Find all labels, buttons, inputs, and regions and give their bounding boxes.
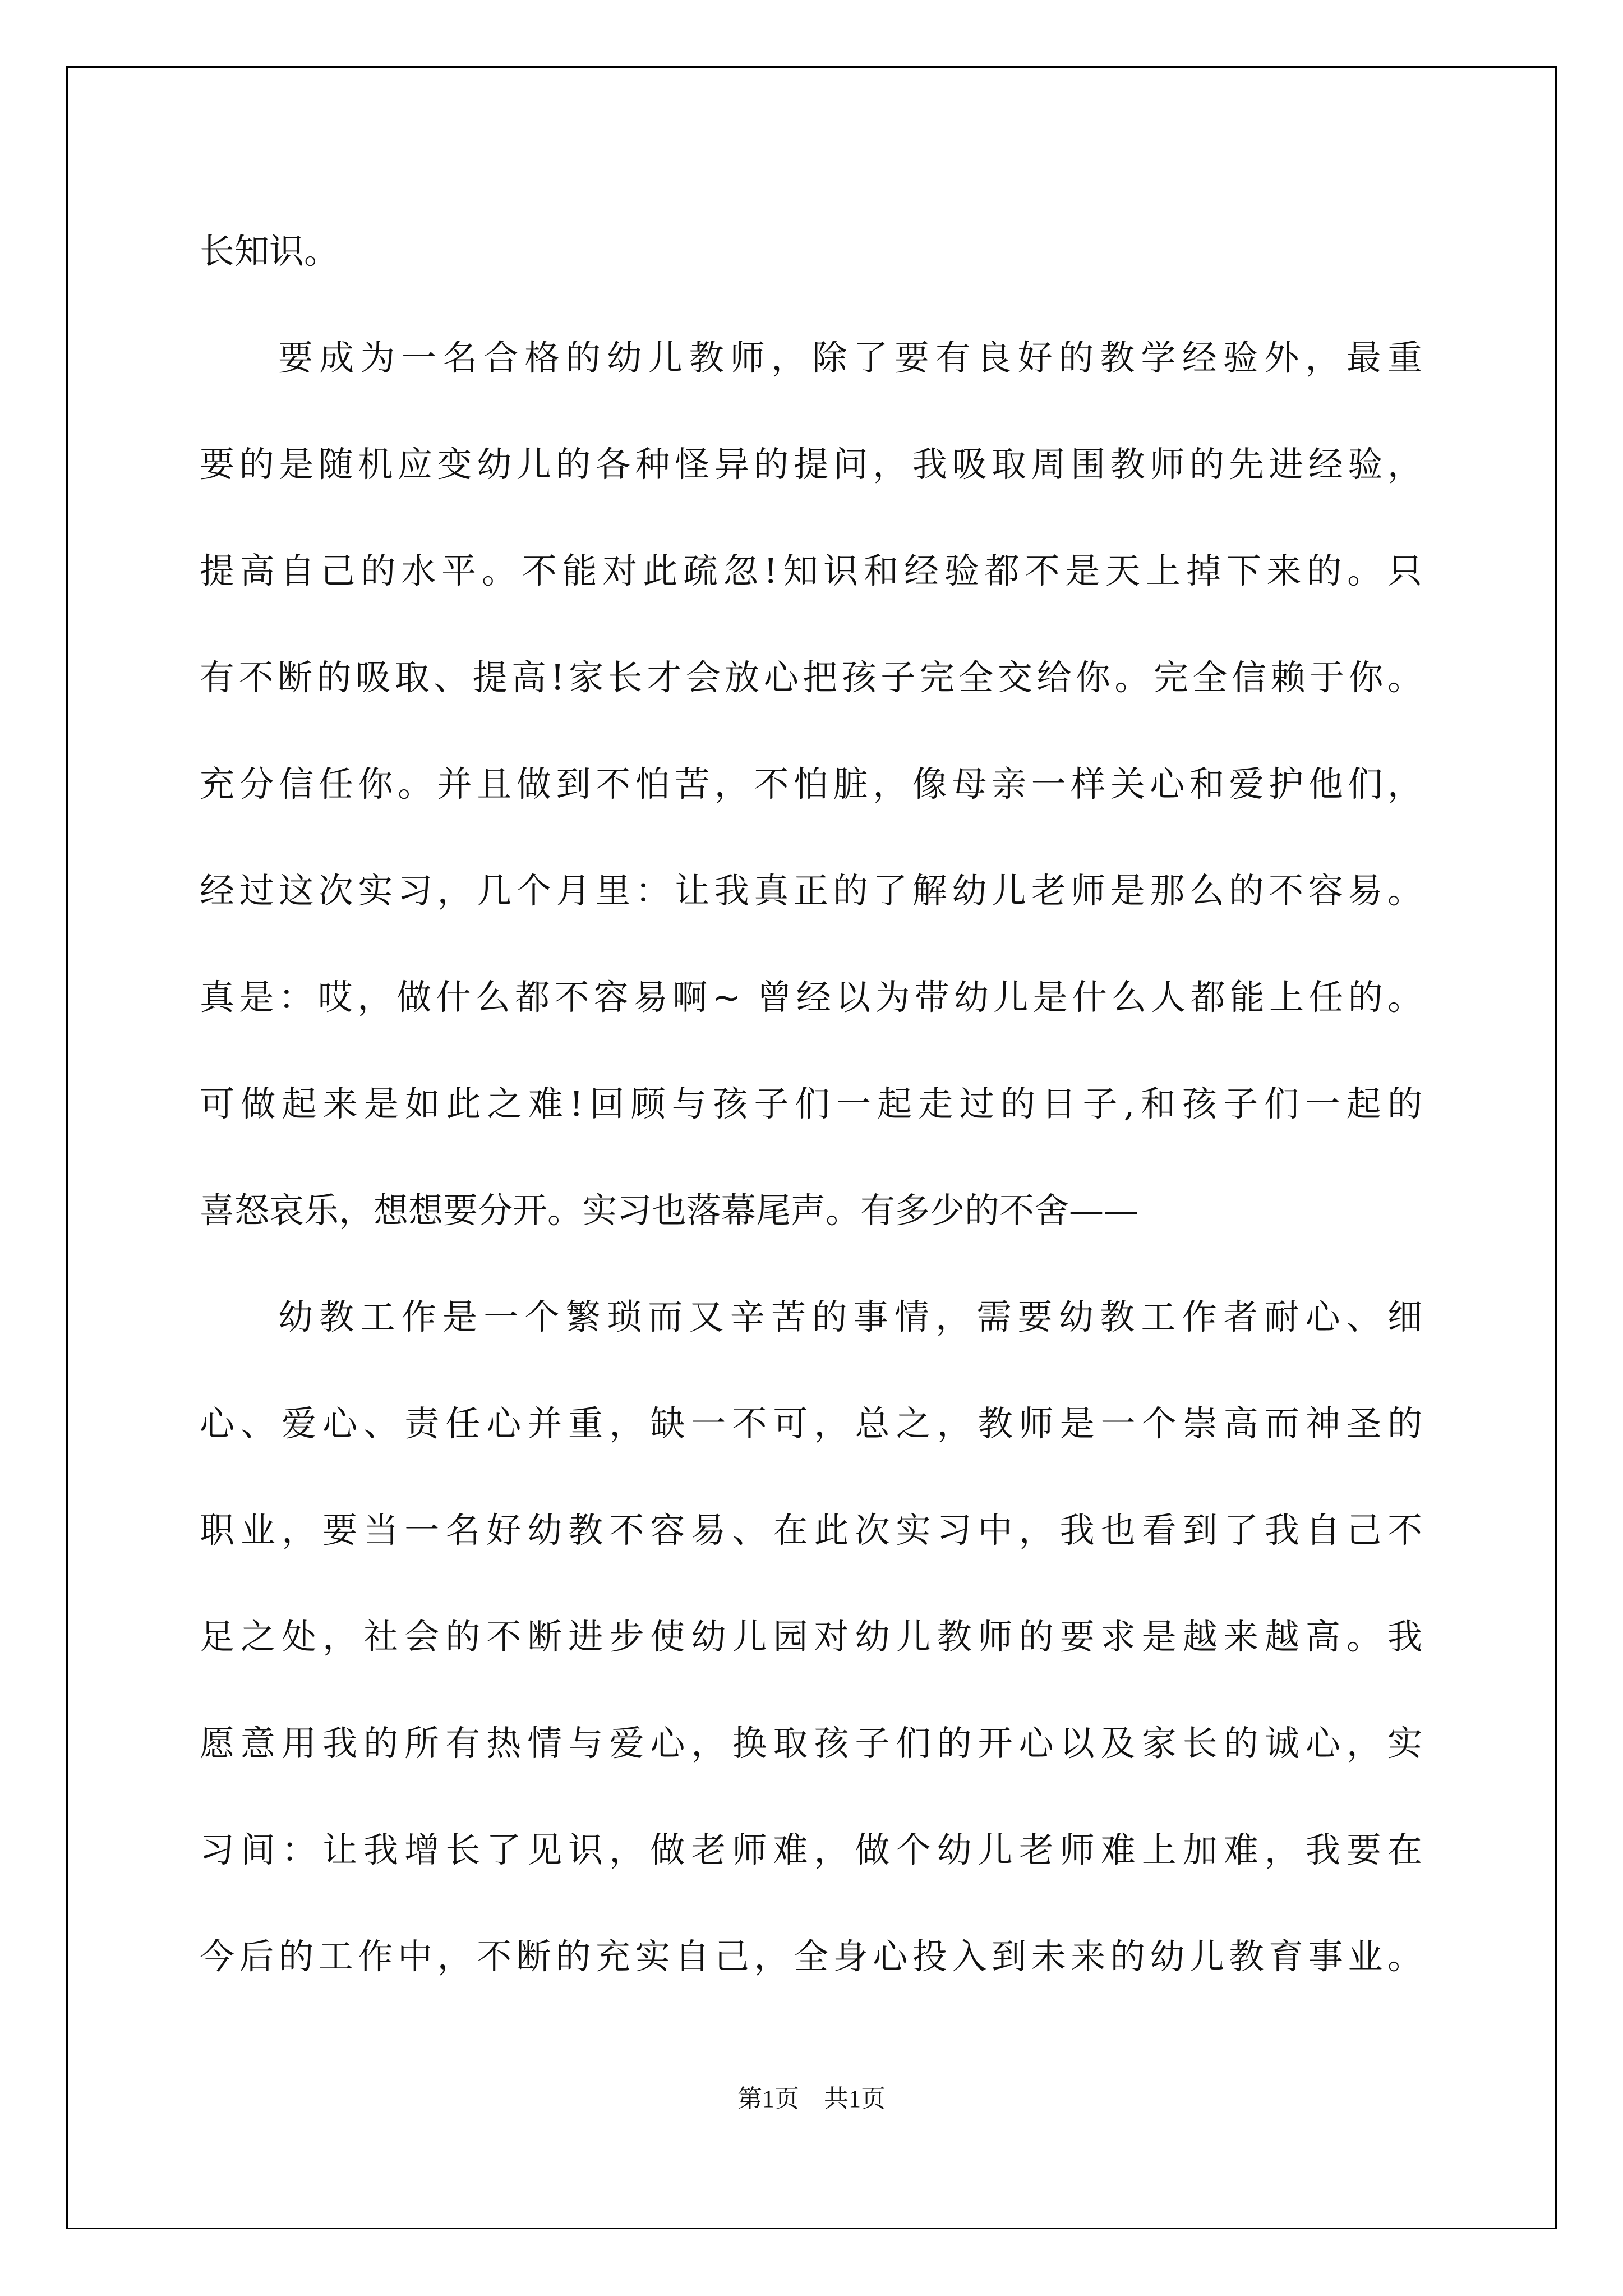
paragraph-2-line-7: 真是：哎，做什么都不容易啊~ 曾经以为带幼儿是什么人都能上任的。 — [200, 977, 1422, 1018]
paragraph-2-line-9: 喜怒哀乐，想想要分开。实习也落幕尾声。有多少的不舍—— — [200, 1190, 1139, 1231]
paragraph-2-line-6: 经过这次实习，几个月里：让我真正的了解幼儿老师是那么的不容易。 — [200, 870, 1422, 911]
paragraph-2-line-4: 有不断的吸取、提高!家长才会放心把孩子完全交给你。完全信赖于你。 — [200, 657, 1422, 698]
paragraph-3-line-4: 足之处，社会的不断进步使幼儿园对幼儿教师的要求是越来越高。我 — [200, 1616, 1422, 1657]
text-line-1: 长知识。 — [200, 231, 339, 272]
paragraph-3-line-6: 习间：让我增长了见识，做老师难，做个幼儿老师难上加难，我要在 — [200, 1829, 1422, 1870]
paragraph-2-line-3: 提高自己的水平。不能对此疏忽!知识和经验都不是天上掉下来的。只 — [200, 550, 1422, 591]
paragraph-2-line-8: 可做起来是如此之难!回顾与孩子们一起走过的日子,和孩子们一起的 — [200, 1083, 1422, 1124]
paragraph-3-line-1: 幼教工作是一个繁琐而又辛苦的事情，需要幼教工作者耐心、细 — [278, 1296, 1422, 1337]
paragraph-2-line-5: 充分信任你。并且做到不怕苦，不怕脏，像母亲一样关心和爱护他们， — [200, 763, 1422, 804]
page-number-footer: 第1页 共1页 — [737, 2085, 886, 2113]
paragraph-3-line-7: 今后的工作中，不断的充实自己，全身心投入到未来的幼儿教育事业。 — [200, 1936, 1422, 1977]
paragraph-3-line-2: 心、爱心、责任心并重，缺一不可，总之，教师是一个崇高而神圣的 — [200, 1403, 1422, 1444]
paragraph-2-line-2: 要的是随机应变幼儿的各种怪异的提问，我吸取周围教师的先进经验， — [200, 444, 1422, 485]
paragraph-3-line-5: 愿意用我的所有热情与爱心，换取孩子们的开心以及家长的诚心，实 — [200, 1723, 1422, 1764]
paragraph-3-line-3: 职业，要当一名好幼教不容易、在此次实习中，我也看到了我自己不 — [200, 1510, 1422, 1550]
paragraph-2-line-1: 要成为一名合格的幼儿教师，除了要有良好的教学经验外，最重 — [278, 337, 1422, 378]
